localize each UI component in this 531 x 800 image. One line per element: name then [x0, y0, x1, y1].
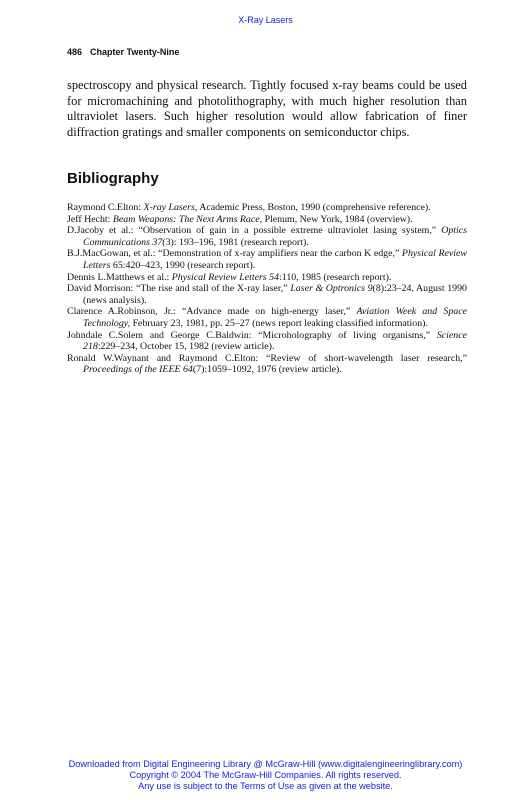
entry-text: Plenum, New York, 1984 (overview). [262, 213, 413, 225]
entry-text: David Morrison: “The rise and stall of the X-ray laser,” [67, 283, 291, 295]
entry-text: D.Jacoby et al.: “Observation of gain in a possible extreme ultraviolet lasing system,” [67, 225, 442, 237]
entry-text: (3): 193–196, 1981 (research report). [162, 236, 309, 248]
section-heading: Bibliography [67, 170, 159, 187]
bibliography-entry [67, 306, 467, 329]
body-paragraph: spectroscopy and physical research. Tightly focused x-ray beams could be used for micromachining and photolithography, with much higher resolution than ultraviolet lasers. Such higher resolution would allow fabrication of finer diffraction gratings and smaller components on semiconductor chips. [67, 78, 467, 139]
entry-italic: Proceedings of the IEEE 64 [83, 364, 193, 376]
bibliography-entry [67, 214, 467, 226]
bibliography-entry [67, 353, 467, 376]
entry-text: February 23, 1981, pp. 25–27 (news report leaking classified information). [130, 317, 428, 329]
entry-text: Dennis L.Matthews et al.: [67, 271, 172, 283]
entry-text: Raymond C.Elton: [67, 202, 144, 213]
entry-text: 65:420–423, 1990 (research report). [110, 259, 256, 271]
footer [0, 759, 531, 792]
entry-text: Jeff Hecht: [67, 213, 113, 225]
entry-text: (7):1059–1092, 1976 (review article). [192, 364, 342, 376]
bibliography-entry [67, 225, 467, 248]
footer-terms-link[interactable]: Any use is subject to the Terms of Use as given at the website. [138, 781, 393, 791]
entry-text: Johndale C.Solem and George C.Baldwin: “Microholography of living organisms,” [67, 329, 437, 341]
bibliography-entry [67, 330, 467, 353]
entry-text: B.J.MacGowan, et al.: “Demonstration of x-ray amplifiers near the carbon K edge,” [67, 248, 402, 260]
bibliography-list [67, 202, 467, 376]
bibliography-entry [67, 248, 467, 271]
entry-text: :229–234, October 15, 1982 (review article). [97, 341, 275, 353]
page-number: 486 [67, 47, 83, 57]
entry-italic: X-ray Lasers, [143, 202, 198, 213]
entry-italic: Physical Review Letters 54 [171, 271, 279, 283]
entry-text: Clarence A.Robinson, Jr.: “Advance made on high-energy laser,” [67, 306, 357, 318]
entry-text: (8):23–24, August 1990 (news analysis). [83, 283, 467, 306]
entry-text: Academic Press, Boston, 1990 (comprehensive reference). [197, 202, 431, 213]
entry-italic: Beam Weapons: The Next Arms Race, [112, 213, 263, 225]
entry-italic: Optics Communications 37 [83, 225, 467, 248]
entry-italic: Science 218 [83, 329, 467, 353]
entry-italic: Physical Review Letters [83, 248, 468, 271]
entry-text: :110, 1985 (research report). [279, 271, 392, 283]
running-title: X-Ray Lasers [238, 15, 293, 25]
bibliography-entry [67, 202, 467, 214]
footer-download-link[interactable]: Downloaded from Digital Engineering Library @ McGraw-Hill (www.digitalengineeringlibrary.com) [68, 759, 463, 769]
entry-italic: Aviation Week and Space Technology, [83, 306, 467, 329]
entry-text: Ronald W.Waynant and Raymond C.Elton: “Review of short-wavelength laser research,” [67, 352, 467, 364]
footer-copyright: Copyright © 2004 The McGraw-Hill Companies. All rights reserved. [129, 770, 402, 780]
entry-italic: Laser & Optronics 9 [290, 283, 373, 295]
bibliography-entry [67, 272, 467, 284]
page-header [67, 47, 179, 57]
body-text [67, 78, 467, 140]
chapter-title: Chapter Twenty-Nine [90, 47, 180, 57]
bibliography-entry [67, 283, 467, 306]
